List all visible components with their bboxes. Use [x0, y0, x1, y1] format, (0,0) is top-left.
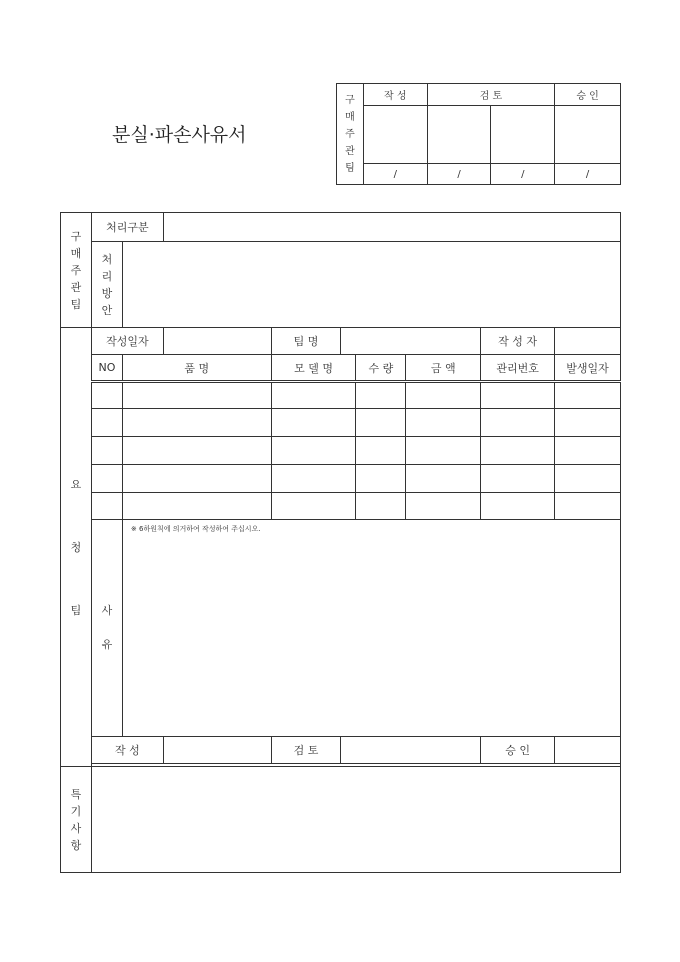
col-no: NO — [91, 355, 122, 382]
purchase-side-label — [61, 213, 92, 328]
date-field[interactable] — [163, 328, 271, 355]
approval-header-review: 검 토 — [427, 84, 555, 106]
reason-label — [91, 520, 122, 737]
plan-label-char: 처 — [101, 252, 113, 266]
sign-review-label: 검 토 — [271, 737, 341, 764]
col-model: 모 델 명 — [271, 355, 356, 382]
col-occur-date: 발생일자 — [555, 355, 621, 382]
table-row — [61, 465, 621, 493]
table-row — [61, 382, 621, 409]
approval-date-cell[interactable]: / — [491, 164, 555, 185]
process-plan-label — [91, 242, 122, 328]
page-title: 분실·파손사유서 — [112, 124, 247, 146]
table-row — [61, 437, 621, 465]
dept-label-char: 구 — [345, 94, 355, 106]
side-label-char: 주 — [70, 263, 82, 277]
team-field[interactable] — [341, 328, 481, 355]
process-plan-field[interactable] — [122, 242, 620, 328]
col-manage-no: 관리번호 — [481, 355, 555, 382]
request-label-char: 요 — [70, 477, 82, 491]
dept-label-char: 팀 — [345, 162, 355, 174]
side-label-char: 팀 — [70, 297, 82, 311]
reason-note: ※ 6하원칙에 의거하여 작성하여 주십시오. — [130, 525, 261, 533]
approval-sign-cell[interactable] — [491, 106, 555, 164]
process-type-label: 처리구분 — [91, 213, 163, 242]
reason-field[interactable] — [122, 520, 620, 737]
table-row — [61, 409, 621, 437]
sign-approve-label: 승 인 — [481, 737, 555, 764]
date-label: 작성일자 — [91, 328, 163, 355]
remarks-label-char: 기 — [70, 804, 82, 818]
remarks-side-label — [61, 767, 92, 873]
side-label-char: 매 — [70, 246, 82, 260]
table-row — [61, 493, 621, 520]
dept-label-char: 관 — [345, 145, 355, 157]
dept-label-char: 매 — [345, 111, 355, 123]
approval-sign-cell[interactable] — [427, 106, 491, 164]
remarks-label-char: 항 — [70, 838, 82, 852]
approval-sign-cell[interactable] — [363, 106, 427, 164]
sign-approve-field[interactable] — [555, 737, 621, 764]
approval-date-cell[interactable]: / — [427, 164, 491, 185]
process-type-field[interactable] — [163, 213, 620, 242]
team-label: 팀 명 — [271, 328, 341, 355]
request-side-label — [61, 328, 92, 767]
request-label-char: 팀 — [70, 603, 82, 617]
writer-label: 작 성 자 — [481, 328, 555, 355]
plan-label-char: 리 — [101, 269, 113, 283]
sign-review-field[interactable] — [341, 737, 481, 764]
plan-label-char: 방 — [101, 286, 113, 300]
side-label-char: 관 — [70, 280, 82, 294]
approval-sign-cell[interactable] — [555, 106, 621, 164]
col-item-name: 품 명 — [122, 355, 271, 382]
remarks-label-char: 사 — [70, 821, 82, 835]
approval-header-write: 작 성 — [363, 84, 427, 106]
side-label-char: 구 — [70, 229, 82, 243]
sign-write-field[interactable] — [163, 737, 271, 764]
plan-label-char: 안 — [101, 303, 113, 317]
approval-date-cell[interactable]: / — [363, 164, 427, 185]
remarks-label-char: 특 — [70, 787, 82, 801]
request-label-char: 청 — [70, 540, 82, 554]
reason-label-char: 유 — [101, 638, 113, 651]
sign-write-label: 작 성 — [91, 737, 163, 764]
remarks-field[interactable] — [91, 767, 620, 873]
col-amount: 금 액 — [406, 355, 481, 382]
main-form-table — [60, 212, 621, 873]
reason-label-char: 사 — [101, 604, 113, 617]
approval-header-approve: 승 인 — [555, 84, 621, 106]
col-qty: 수 량 — [356, 355, 406, 382]
writer-field[interactable] — [555, 328, 621, 355]
approval-dept-label — [337, 84, 364, 185]
approval-table — [336, 83, 621, 185]
approval-date-cell[interactable]: / — [555, 164, 621, 185]
dept-label-char: 주 — [345, 128, 355, 140]
